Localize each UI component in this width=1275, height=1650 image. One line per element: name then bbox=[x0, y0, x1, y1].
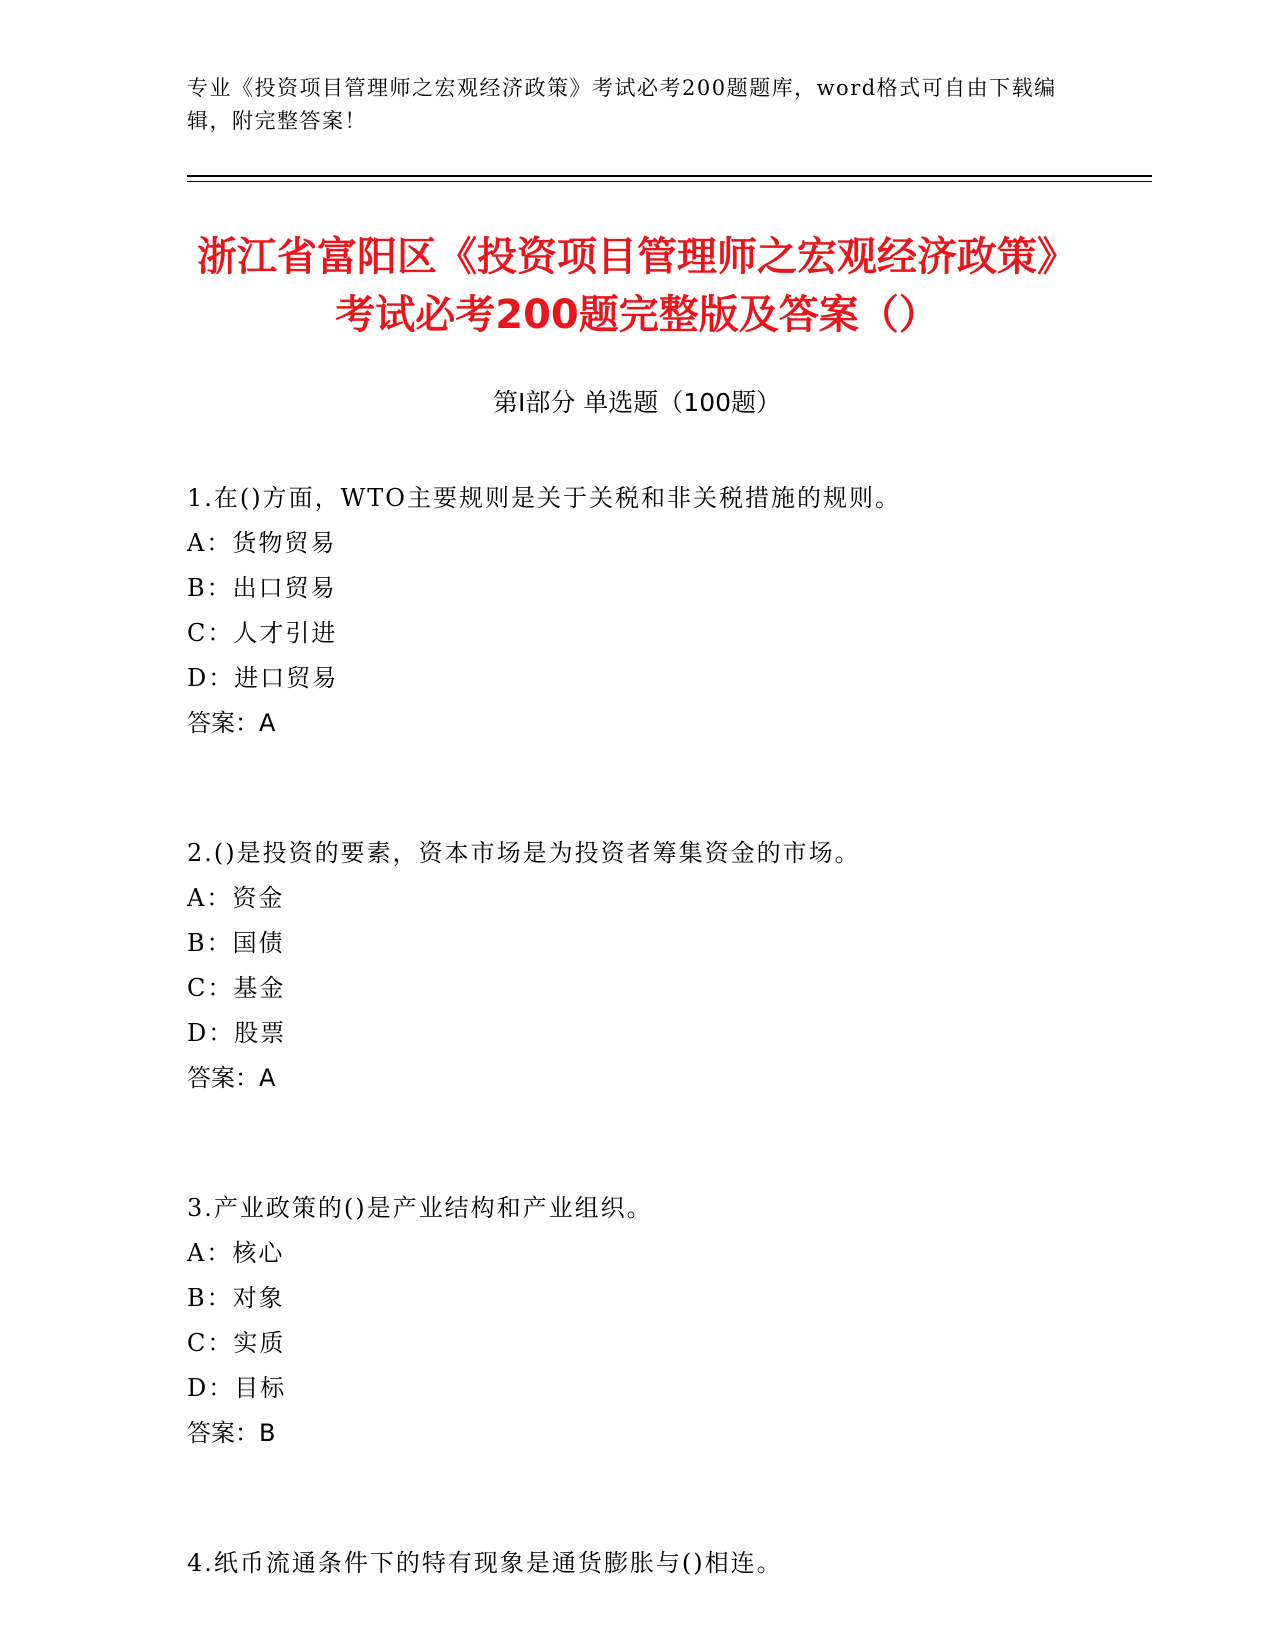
question-stem: 2.()是投资的要素，资本市场是为投资者筹集资金的市场。 bbox=[187, 839, 861, 867]
section-heading: 第Ⅰ部分 单选题（100题） bbox=[492, 388, 782, 417]
option-b: B：出口贸易 bbox=[187, 574, 337, 602]
question-stem: 4.纸币流通条件下的特有现象是通货膨胀与()相连。 bbox=[187, 1549, 783, 1577]
question-spacer bbox=[187, 746, 1147, 831]
option-c: C：基金 bbox=[187, 974, 286, 1002]
header-divider-thick bbox=[187, 175, 1152, 177]
option-b: B：国债 bbox=[187, 929, 285, 957]
question-stem: 3.产业政策的()是产业结构和产业组织。 bbox=[187, 1194, 653, 1222]
answer: 答案：A bbox=[187, 709, 276, 737]
question-spacer bbox=[187, 1101, 1147, 1186]
answer: 答案：B bbox=[187, 1419, 276, 1447]
option-c: C：人才引进 bbox=[187, 619, 338, 647]
question-3 bbox=[187, 1186, 1147, 1456]
option-d: D：目标 bbox=[187, 1374, 287, 1402]
header-note: 专业《投资项目管理师之宏观经济政策》考试必考200题题库，word格式可自由下载编辑，附完整答案！ bbox=[187, 76, 1057, 133]
question-4 bbox=[187, 1541, 1147, 1586]
option-a: A：核心 bbox=[187, 1239, 285, 1267]
question-1 bbox=[187, 476, 1147, 746]
question-spacer bbox=[187, 1456, 1147, 1541]
document-title: 浙江省富阳区《投资项目管理师之宏观经济政策》考试必考200题完整版及答案（） bbox=[197, 234, 1077, 338]
option-d: D：股票 bbox=[187, 1019, 287, 1047]
option-b: B：对象 bbox=[187, 1284, 285, 1312]
header-divider-thin bbox=[187, 181, 1152, 182]
option-d: D：进口贸易 bbox=[187, 664, 339, 692]
answer: 答案：A bbox=[187, 1064, 276, 1092]
question-2 bbox=[187, 831, 1147, 1101]
option-c: C：实质 bbox=[187, 1329, 286, 1357]
question-list bbox=[187, 476, 1147, 1586]
option-a: A：货物贸易 bbox=[187, 529, 337, 557]
question-stem: 1.在()方面，WTO主要规则是关于关税和非关税措施的规则。 bbox=[187, 484, 901, 512]
option-a: A：资金 bbox=[187, 884, 285, 912]
